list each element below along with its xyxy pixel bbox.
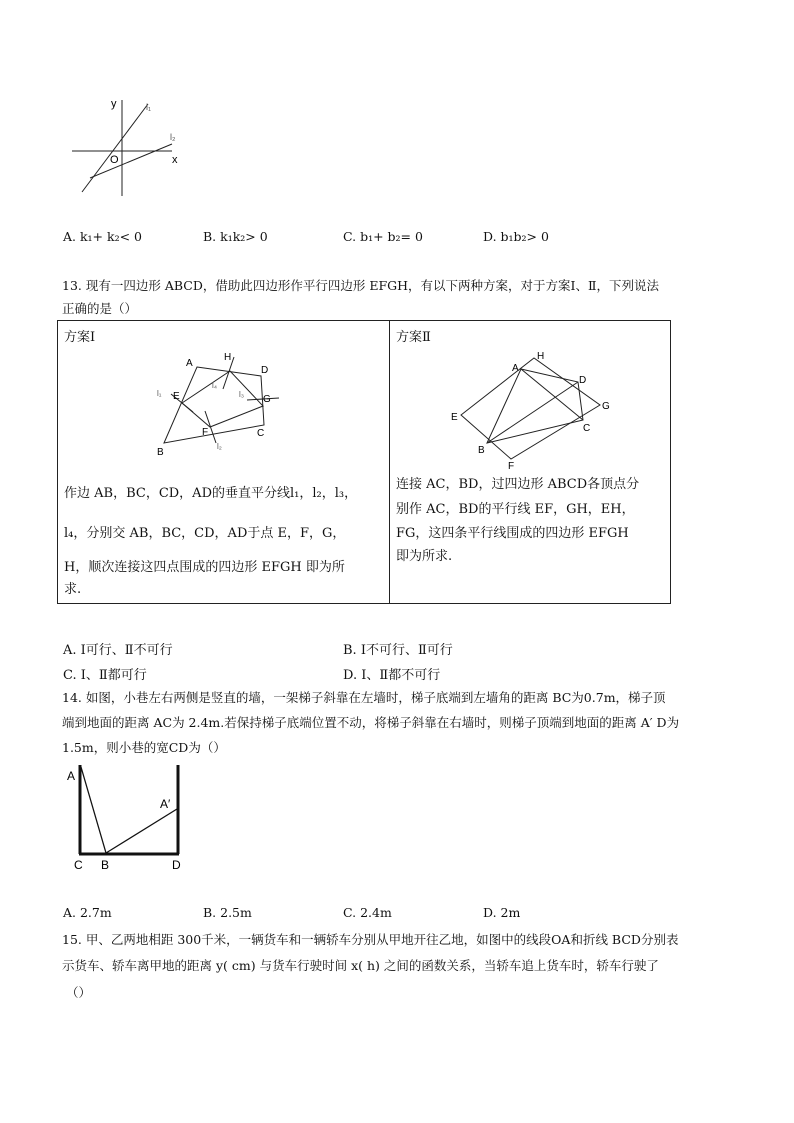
s1-label-a: A <box>186 358 193 369</box>
q14-stem-line1: 14. 如图，小巷左右两侧是竖直的墙，一架梯子斜靠在左墙时，梯子底端到左墙角的距离 BC为0.7m，梯子顶 <box>62 690 666 705</box>
q15-stem-line1: 15. 甲、乙两地相距 300千米，一辆货车和一辆轿车分别从甲地开往乙地，如图中的线段OA和折线 BCD分别表 <box>62 932 679 947</box>
line-l1 <box>82 104 148 192</box>
q14-ladder-figure <box>62 760 192 875</box>
s2-label-e: E <box>451 412 458 423</box>
scheme1-cell <box>58 321 390 604</box>
l2-label: l₂ <box>170 132 176 142</box>
s1-label-c: C <box>257 428 265 439</box>
s2-label-a: A <box>512 363 519 374</box>
scheme2-title: 方案Ⅱ <box>396 330 431 345</box>
s1-label-h: H <box>224 352 232 363</box>
s1-label-f: F <box>202 427 209 438</box>
scheme2-text-line1: 连接 AC，BD，过四边形 ABCD各顶点分 <box>396 477 640 492</box>
s1-label-l3: l₃ <box>239 390 245 399</box>
scheme1-text-line2: l₄，分别交 AB，BC，CD，AD于点 E，F，G， <box>64 526 346 541</box>
s2-label-h: H <box>537 351 545 362</box>
q12-option-b: B. k₁k₂> 0 <box>203 229 268 244</box>
q12-option-d: D. b₁b₂> 0 <box>483 229 549 244</box>
ladder-right <box>106 809 177 853</box>
label-b: B <box>101 858 110 872</box>
q14-option-a: A. 2.7m <box>63 905 112 920</box>
s1-label-l4: l₄ <box>212 381 218 390</box>
scheme2-text-line3: FG，这四条平行线围成的四边形 EFGH <box>396 526 629 541</box>
label-d: D <box>172 858 181 872</box>
origin-label: O <box>110 154 119 166</box>
para-efgh-1 <box>182 371 263 427</box>
para-efgh-2 <box>461 358 600 459</box>
x-axis-label: x <box>172 154 178 166</box>
scheme2-text-line2: 别作 AC，BD的平行线 EF，GH，EH， <box>396 502 635 517</box>
q13-option-b: B. Ⅰ不可行、Ⅱ可行 <box>343 643 453 658</box>
q14-stem-line3: 1.5m，则小巷的宽CD为（） <box>62 740 226 755</box>
s2-label-c: C <box>583 423 591 434</box>
s2-label-g: G <box>602 401 610 412</box>
scheme2-cell <box>390 321 671 604</box>
s1-label-l2: l₂ <box>217 442 222 451</box>
q15-stem-line2: 示货车、轿车离甲地的距离 y( cm) 与货车行驶时间 x( h) 之间的函数关系，当轿车追上货车时，轿车行驶了 <box>62 958 659 973</box>
q13-option-c: C. Ⅰ、Ⅱ都可行 <box>63 668 147 683</box>
s1-label-l1: l₁ <box>157 389 162 398</box>
q12-graph <box>68 94 188 199</box>
s1-label-g: G <box>263 394 271 405</box>
q12-option-a: A. k₁+ k₂< 0 <box>63 229 142 244</box>
line-l2 <box>90 144 172 178</box>
s2-label-d: D <box>579 375 587 386</box>
scheme1-figure <box>153 349 288 459</box>
label-a: A <box>67 769 76 783</box>
q13-option-a: A. Ⅰ可行、Ⅱ不可行 <box>63 643 173 658</box>
q15-stem-line3: （） <box>66 985 92 1000</box>
q14-stem-line2: 端到地面的距离 AC为 2.4m.若保持梯子底端位置不动，将梯子斜靠在右墙时，则梯子顶端到地面的距离 A′ D为 <box>62 715 680 730</box>
y-axis-label: y <box>111 98 117 110</box>
q13-stem-line2: 正确的是（） <box>62 301 138 316</box>
label-a-prime: A′ <box>160 797 171 811</box>
ladder-left <box>81 767 106 853</box>
s2-label-f: F <box>508 461 515 469</box>
label-c: C <box>74 858 83 872</box>
quad-abcd-1 <box>164 367 264 443</box>
scheme1-text-line3: H，顺次连接这四点围成的四边形 EFGH 即为所 <box>64 560 345 575</box>
q14-option-b: B. 2.5m <box>203 905 252 920</box>
q13-stem-line1: 13. 现有一四边形 ABCD，借助此四边形作平行四边形 EFGH，有以下两种方案，对于方案Ⅰ、Ⅱ，下列说法 <box>62 278 659 293</box>
diag-ac <box>521 369 583 420</box>
q14-option-d: D. 2m <box>483 905 521 920</box>
scheme1-text-line1: 作边 AB，BC，CD，AD的垂直平分线l₁，l₂，l₃， <box>64 486 358 501</box>
l1-label: l₁ <box>146 102 152 112</box>
q12-option-c: C. b₁+ b₂= 0 <box>343 229 423 244</box>
q13-option-d: D. Ⅰ、Ⅱ都不可行 <box>343 668 441 683</box>
s1-label-d: D <box>261 365 269 376</box>
s1-label-b: B <box>157 447 164 458</box>
q13-scheme-table <box>57 320 671 604</box>
scheme1-text-line4: 求. <box>64 582 82 597</box>
scheme2-text-line4: 即为所求. <box>396 549 453 564</box>
s2-label-b: B <box>478 445 485 456</box>
scheme2-figure <box>448 349 618 469</box>
s1-label-e: E <box>173 391 180 402</box>
q14-option-c: C. 2.4m <box>343 905 392 920</box>
scheme1-title: 方案Ⅰ <box>64 330 96 345</box>
